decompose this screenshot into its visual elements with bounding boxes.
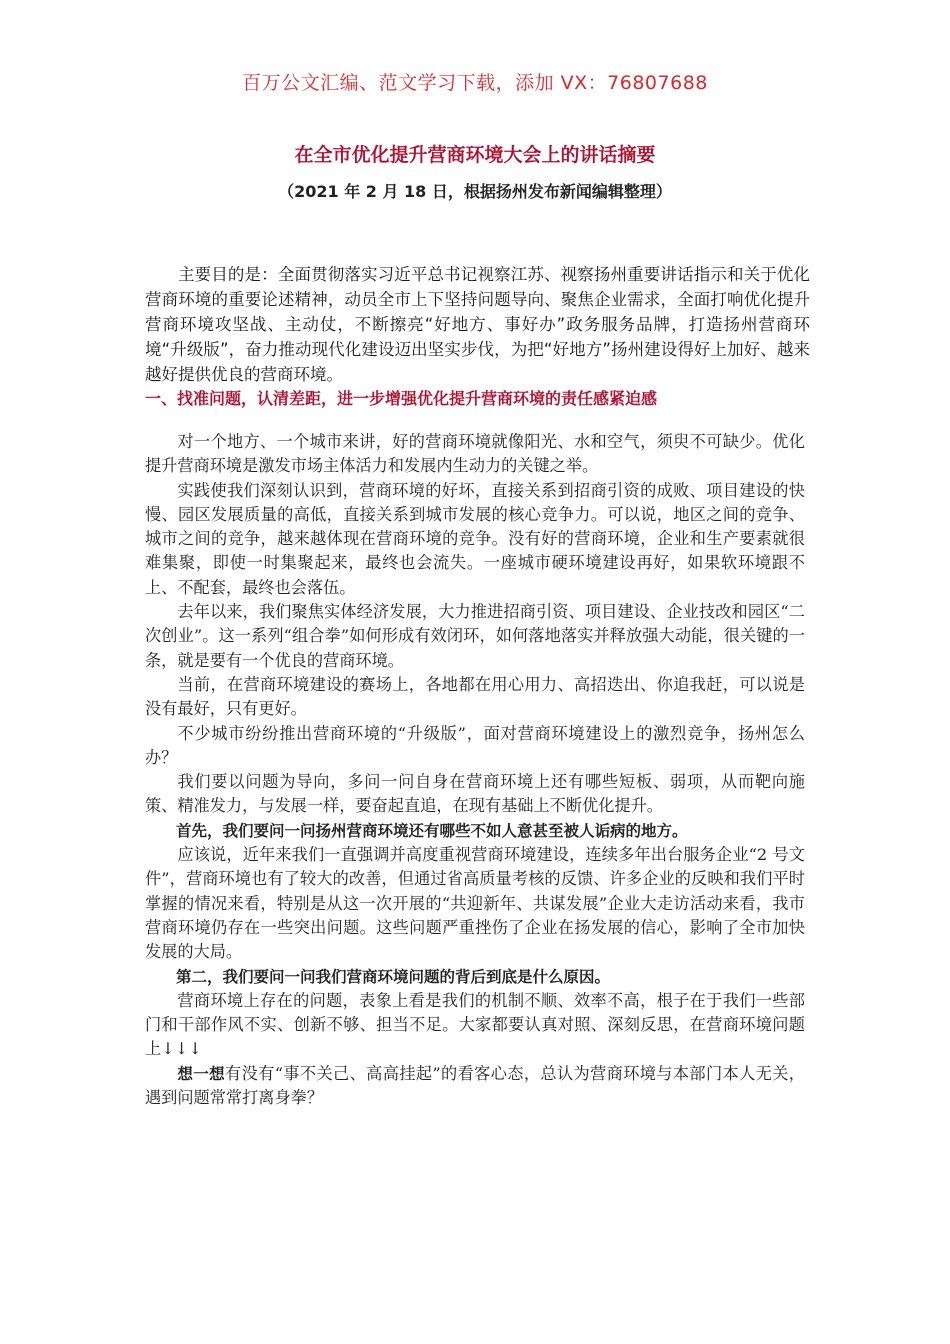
paragraph: 对一个地方、一个城市来讲，好的营商环境就像阳光、水和空气，须臾不可缺少。优化提升营商环境是激发市场主体活力和发展内生动力的关键之举。 [145,432,805,476]
lead-phrase: 想一想 [177,1064,226,1083]
paragraph: 营商环境上存在的问题，表象上看是我们的机制不顺、效率不高，根子在于我们一些部门和干部作风不实、创新不够、担当不足。大家都要认真对照、深刻反思，在营商环境问题上↓↓↓ [145,990,805,1059]
paragraph: 当前，在营商环境建设的赛场上，各地都在用心用力、高招迭出、你追我赶，可以说是没有最好，只有更好。 [145,674,805,719]
intro-paragraph: 主要目的是：全面贯彻落实习近平总书记视察江苏、视察扬州重要讲话指示和关于优化营商环境的重要论述精神，动员全市上下坚持问题导向、聚焦企业需求，全面打响优化提升营商环境攻坚战、主动仗，不断擦亮“好地方、事好办”政务服务品牌，打造扬州营商环境“升级版”，奋力推动现代化建设迈出坚实步伐，为把“好地方”扬州建设得好上加好、越来越好提供优良的营商环境。 [145,265,810,384]
paragraph [145,1062,805,1111]
document-title: 在全市优化提升营商环境大会上的讲话摘要 [294,144,656,166]
section-heading-1: 一、找准问题，认清差距，进一步增强优化提升营商环境的责任感紧迫感 [145,389,658,408]
paragraph: 不少城市纷纷推出营商环境的“升级版”，面对营商环境建设上的激烈竞争，扬州怎么办？ [145,723,805,767]
paragraph: 应该说，近年来我们一直强调并高度重视营商环境建设，连续多年出台服务企业“2 号文件”，营商环境也有了较大的改善，但通过省高质量考核的反馈、许多企业的反映和我们平时掌握的情况来看，特别是从这一次开展的“共迎新年、共谋发展”企业大走访活动来看，我市营商环境仍存在一些突出问题。这些问题严重挫伤了企业在扬发展的信心，影响了全市加快发展的大局。 [145,845,805,962]
paragraph: 我们要以问题为导向，多问一问自身在营商环境上还有哪些短板、弱项，从而靶向施策、精准发力，与发展一样，要奋起直追，在现有基础上不断优化提升。 [145,772,805,816]
body-text [145,430,805,1110]
paragraph-rest: 有没有“事不关己、高高挂起”的看客心态，总认为营商环境与本部门本人无关，遇到问题常常打离身拳？ [145,1063,805,1108]
paragraph: 去年以来，我们聚焦实体经济发展，大力推进招商引资、项目建设、企业技改和园区“二次创业”。这一系列“组合拳”如何形成有效闭环，如何落地落实并释放强大动能，很关键的一条，就是要有一个优良的营商环境。 [145,602,805,670]
bold-paragraph: 第二，我们要问一问我们营商环境问题的背后到底是什么原因。 [176,967,611,986]
promo-banner: 百万公文汇编、范文学习下载，添加 VX：76807688 [242,72,708,94]
paragraph: 实践使我们深刻认识到，营商环境的好坏，直接关系到招商引资的成败、项目建设的快慢、园区发展质量的高低，直接关系到城市发展的核心竞争力。可以说，地区之间的竞争、城市之间的竞争，越来越体现在营商环境的竞争。没有好的营商环境，企业和生产要素就很难集聚，即使一时集聚起来，最终也会流失。一座城市硬环境建设再好，如果软环境跟不上、不配套，最终也会落伍。 [145,480,805,597]
document-subtitle: （2021 年 2 月 18 日，根据扬州发布新闻编辑整理） [278,182,672,201]
bold-paragraph: 首先，我们要问一问扬州营商环境还有哪些不如人意甚至被人诟病的地方。 [176,821,688,840]
